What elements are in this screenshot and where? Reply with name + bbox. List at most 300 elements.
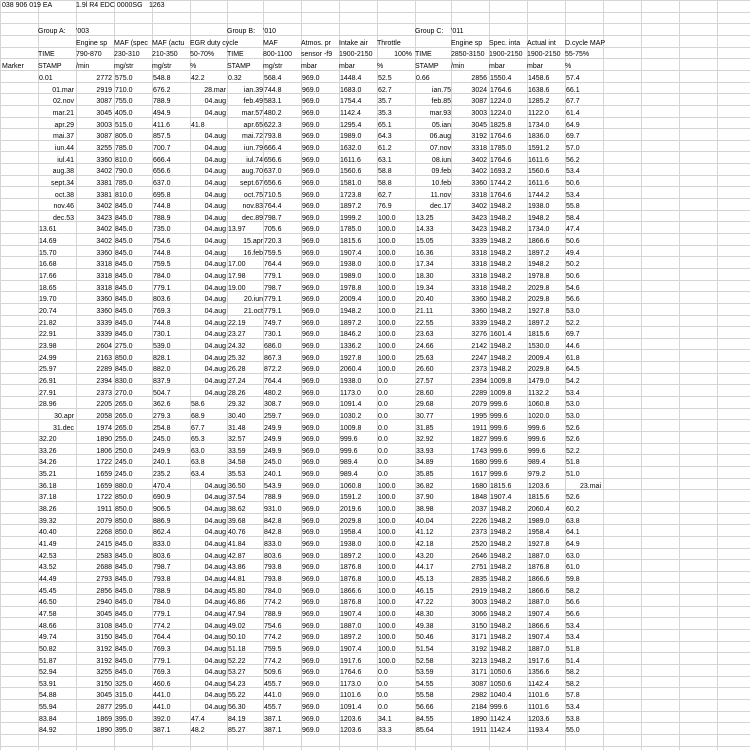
table-cell[interactable]: 21.82	[39, 320, 57, 327]
table-cell[interactable]: 1722	[96, 459, 112, 466]
table-cell[interactable]: 3402	[471, 168, 487, 175]
table-cell[interactable]: 2079	[471, 401, 487, 408]
table-cell[interactable]: 25.63	[416, 355, 434, 362]
table-cell[interactable]: 58.4	[566, 215, 580, 222]
table-cell[interactable]: 69.7	[566, 331, 580, 338]
table-cell[interactable]: 0.0	[378, 681, 388, 688]
table-cell[interactable]: 0.66	[416, 75, 430, 82]
table-cell[interactable]: 240.1	[264, 471, 282, 478]
table-cell[interactable]: 38.98	[416, 506, 434, 513]
table-cell[interactable]: 1911	[471, 727, 487, 734]
table-cell[interactable]: 695.8	[153, 192, 171, 199]
table-cell[interactable]: 04.aug	[204, 506, 226, 513]
table-cell[interactable]: 785.0	[115, 145, 133, 152]
table-cell[interactable]: 969.0	[302, 401, 320, 408]
table-cell[interactable]: 845.0	[115, 658, 133, 665]
table-cell[interactable]: 455.7	[264, 681, 282, 688]
table-cell[interactable]: 1142.4	[340, 110, 361, 117]
table-cell[interactable]: feb.85	[431, 98, 451, 105]
table-cell[interactable]: 1743	[471, 448, 487, 455]
table-cell[interactable]: 845.0	[115, 646, 133, 653]
table-cell[interactable]: 1744.2	[490, 180, 512, 187]
table-cell[interactable]: 1101.6	[340, 692, 361, 699]
table-cell[interactable]: 52.6	[566, 436, 580, 443]
table-cell[interactable]: 1785.0	[340, 226, 362, 233]
table-cell[interactable]: 42.87	[228, 553, 246, 560]
table-cell[interactable]: 43.20	[416, 553, 434, 560]
table-cell[interactable]: 906.5	[153, 506, 171, 513]
table-cell[interactable]: 1948.2	[490, 658, 512, 665]
table-cell[interactable]: 100.0	[378, 506, 396, 513]
table-cell[interactable]: 1617	[471, 471, 487, 478]
table-cell[interactable]: 2877	[96, 704, 112, 711]
table-cell[interactable]: 04.aug	[204, 366, 226, 373]
table-cell[interactable]: 862.4	[153, 529, 171, 536]
table-cell[interactable]: 3318	[471, 273, 487, 280]
table-cell[interactable]: 32.20	[39, 436, 57, 443]
table-cell[interactable]: 1948.2	[490, 261, 512, 268]
table-cell[interactable]: 100.0	[378, 576, 396, 583]
table-cell[interactable]: 1601.4	[490, 331, 512, 338]
table-cell[interactable]: 04.aug	[204, 133, 226, 140]
table-cell[interactable]: 1744.2	[528, 192, 550, 199]
table-cell[interactable]: 850.0	[115, 506, 133, 513]
table-cell[interactable]: 1948.2	[490, 588, 512, 595]
table-cell[interactable]: 1142.4	[490, 716, 511, 723]
table-cell[interactable]: 790.0	[115, 168, 133, 175]
table-cell[interactable]: 47.4	[566, 226, 580, 233]
table-cell[interactable]: 1948.2	[490, 320, 512, 327]
table-cell[interactable]: 44.81	[228, 576, 246, 583]
table-cell[interactable]: 764.4	[153, 634, 171, 641]
table-cell[interactable]: 515.0	[115, 122, 133, 129]
table-cell[interactable]: 36.82	[416, 483, 434, 490]
table-cell[interactable]: 2019.6	[340, 506, 362, 513]
table-cell[interactable]: 872.2	[264, 366, 282, 373]
table-cell[interactable]: 62.7	[378, 192, 392, 199]
table-cell[interactable]: 504.7	[153, 390, 171, 397]
table-cell[interactable]: 969.0	[302, 110, 320, 117]
table-cell[interactable]: 3003	[96, 122, 112, 129]
group-a-id[interactable]: '003	[76, 28, 90, 35]
table-cell[interactable]: 52.94	[39, 669, 57, 676]
table-cell[interactable]: 100.0	[378, 553, 396, 560]
table-cell[interactable]: 1927.8	[340, 355, 362, 362]
table-cell[interactable]: 845.0	[115, 576, 133, 583]
table-cell[interactable]: ian.75	[431, 87, 451, 94]
table-cell[interactable]: 622.3	[264, 122, 282, 129]
table-cell[interactable]: 969.0	[302, 331, 320, 338]
table-cell[interactable]: 1938.0	[340, 378, 362, 385]
table-cell[interactable]: 100.0	[378, 646, 396, 653]
table-cell[interactable]: oct.75	[243, 192, 263, 199]
table-cell[interactable]: 845.0	[115, 261, 133, 268]
table-cell[interactable]: 19.34	[416, 285, 434, 292]
table-cell[interactable]: 04.aug	[204, 180, 226, 187]
table-cell[interactable]: 676.2	[153, 87, 171, 94]
table-cell[interactable]: 85.64	[416, 727, 434, 734]
table-cell[interactable]: 1897.2	[340, 320, 362, 327]
table-cell[interactable]: 3318	[471, 285, 487, 292]
table-cell[interactable]: 100.0	[378, 215, 396, 222]
table-cell[interactable]: 3192	[96, 658, 112, 665]
table-cell[interactable]: 2688	[96, 564, 112, 571]
table-cell[interactable]: 07.nov	[429, 145, 451, 152]
table-cell[interactable]: 25.97	[39, 366, 57, 373]
table-cell[interactable]: 543.9	[264, 483, 282, 490]
table-cell[interactable]: 969.0	[302, 704, 320, 711]
table-cell[interactable]: 1764.6	[490, 192, 512, 199]
table-cell[interactable]: 62.7	[378, 87, 392, 94]
table-cell[interactable]: 265.0	[115, 413, 133, 420]
table-cell[interactable]: 754.6	[264, 623, 282, 630]
table-cell[interactable]: 754.6	[153, 238, 171, 245]
table-cell[interactable]: 30.77	[416, 413, 434, 420]
table-cell[interactable]: 793.8	[264, 133, 282, 140]
table-cell[interactable]: 52.2	[566, 320, 580, 327]
table-cell[interactable]: 828.1	[153, 355, 171, 362]
table-cell[interactable]: iun.79	[243, 145, 263, 152]
table-cell[interactable]: 50.6	[566, 238, 580, 245]
table-cell[interactable]: 1948.2	[528, 215, 550, 222]
table-cell[interactable]: 29.68	[416, 401, 434, 408]
table-cell[interactable]: 999.6	[490, 448, 508, 455]
table-cell[interactable]: 850.0	[115, 494, 133, 501]
group-c-col3-unit[interactable]: mbar	[527, 63, 543, 70]
table-cell[interactable]: aug.38	[52, 168, 74, 175]
table-cell[interactable]: 1764.6	[490, 157, 512, 164]
group-a-col3-range[interactable]: 210-350	[152, 51, 178, 58]
table-cell[interactable]: 43.52	[39, 564, 57, 571]
table-cell[interactable]: 999.6	[528, 448, 546, 455]
table-cell[interactable]: 3213	[471, 658, 487, 665]
table-cell[interactable]: 56.2	[566, 157, 580, 164]
table-cell[interactable]: 36.18	[39, 483, 57, 490]
table-cell[interactable]: 989.4	[340, 459, 358, 466]
table-cell[interactable]: 845.0	[115, 320, 133, 327]
table-cell[interactable]: 845.0	[115, 553, 133, 560]
table-cell[interactable]: 2029.8	[528, 296, 550, 303]
table-cell[interactable]: 1876.8	[528, 564, 550, 571]
table-cell[interactable]: 04.aug	[204, 320, 226, 327]
table-cell[interactable]: 31.85	[416, 425, 434, 432]
table-cell[interactable]: 53.91	[39, 681, 57, 688]
table-cell[interactable]: 2142	[471, 343, 487, 350]
time-header-b[interactable]: TIME	[227, 51, 244, 58]
table-cell[interactable]: 969.0	[302, 658, 320, 665]
group-c-col2-header[interactable]: Spec. inta	[489, 40, 521, 47]
table-cell[interactable]: 50.82	[39, 646, 57, 653]
table-cell[interactable]: 308.7	[264, 401, 282, 408]
table-cell[interactable]: 999.6	[490, 471, 508, 478]
table-cell[interactable]: 1132.2	[528, 390, 549, 397]
group-b-col2-unit[interactable]: mbar	[301, 63, 317, 70]
table-cell[interactable]: 49.38	[416, 623, 434, 630]
table-cell[interactable]: 40.04	[416, 518, 434, 525]
table-cell[interactable]: 61.2	[378, 145, 392, 152]
table-cell[interactable]: 55.8	[566, 203, 580, 210]
table-cell[interactable]: 1530.0	[528, 343, 550, 350]
table-cell[interactable]: 999.6	[490, 436, 508, 443]
table-cell[interactable]: 39.32	[39, 518, 57, 525]
table-cell[interactable]: 04.aug	[204, 564, 226, 571]
table-cell[interactable]: 55.94	[39, 704, 57, 711]
table-cell[interactable]: 1866.6	[528, 623, 550, 630]
table-cell[interactable]: 710.5	[264, 192, 282, 199]
group-a-col3-header[interactable]: MAF (actu	[152, 40, 185, 47]
table-cell[interactable]: 759.5	[264, 250, 282, 257]
table-cell[interactable]: 100.0	[378, 261, 396, 268]
table-cell[interactable]: 84.92	[39, 727, 57, 734]
table-cell[interactable]: 04.aug	[204, 378, 226, 385]
table-cell[interactable]: 61.8	[566, 355, 580, 362]
table-cell[interactable]: 1479.0	[528, 378, 550, 385]
table-cell[interactable]: 100.0	[378, 658, 396, 665]
table-cell[interactable]: 867.3	[264, 355, 282, 362]
table-cell[interactable]: 30.40	[228, 413, 246, 420]
table-cell[interactable]: 27.91	[39, 390, 57, 397]
table-cell[interactable]: 494.9	[153, 110, 171, 117]
table-cell[interactable]: 27.57	[416, 378, 434, 385]
table-cell[interactable]: 979.2	[528, 471, 546, 478]
table-cell[interactable]: 1611.6	[340, 157, 361, 164]
table-cell[interactable]: 249.9	[264, 436, 282, 443]
table-cell[interactable]: 850.0	[115, 529, 133, 536]
table-cell[interactable]: 0.0	[378, 401, 388, 408]
table-cell[interactable]: 3423	[471, 226, 487, 233]
table-cell[interactable]: 1989.0	[340, 273, 362, 280]
table-cell[interactable]: 2646	[471, 553, 487, 560]
table-cell[interactable]: 50.6	[566, 180, 580, 187]
table-cell[interactable]: 04.aug	[204, 343, 226, 350]
table-cell[interactable]: 04.aug	[204, 611, 226, 618]
table-cell[interactable]: 1550.4	[490, 75, 512, 82]
table-cell[interactable]: 55.58	[416, 692, 434, 699]
table-cell[interactable]: 16.feb	[243, 250, 263, 257]
table-cell[interactable]: 1825.8	[490, 122, 512, 129]
table-cell[interactable]: 1927.8	[528, 541, 550, 548]
table-cell[interactable]: 1060.8	[528, 401, 550, 408]
table-cell[interactable]: 0.0	[378, 425, 388, 432]
table-cell[interactable]: 833.0	[153, 541, 171, 548]
table-cell[interactable]: 31.48	[228, 425, 246, 432]
table-cell[interactable]: 35.53	[228, 471, 246, 478]
table-cell[interactable]: 1897.2	[340, 634, 362, 641]
table-cell[interactable]: 1890	[96, 727, 112, 734]
table-cell[interactable]: 3045	[96, 110, 112, 117]
table-cell[interactable]: 1948.2	[490, 308, 512, 315]
table-cell[interactable]: 09.feb	[431, 168, 451, 175]
table-cell[interactable]: 1848	[471, 494, 487, 501]
table-cell[interactable]: 744.8	[153, 203, 171, 210]
table-cell[interactable]: 1948.2	[490, 355, 512, 362]
table-cell[interactable]: 24.66	[416, 343, 434, 350]
table-cell[interactable]: 254.8	[153, 425, 171, 432]
table-cell[interactable]: 04.aug	[204, 296, 226, 303]
table-cell[interactable]: 1764.6	[490, 87, 512, 94]
table-cell[interactable]: 295.0	[115, 704, 133, 711]
table-cell[interactable]: 04.aug	[204, 634, 226, 641]
table-cell[interactable]: 04.aug	[204, 273, 226, 280]
group-a-col4-header[interactable]: EGR duty cycle	[190, 40, 239, 47]
table-cell[interactable]: 3066	[471, 611, 487, 618]
table-cell[interactable]: 1693.2	[490, 168, 512, 175]
table-cell[interactable]: 41.84	[228, 541, 246, 548]
table-cell[interactable]: 3255	[96, 145, 112, 152]
table-cell[interactable]: 1173.0	[340, 681, 361, 688]
table-cell[interactable]: 2058	[96, 413, 112, 420]
table-cell[interactable]: 04.aug	[204, 226, 226, 233]
table-cell[interactable]: 3360	[471, 180, 487, 187]
table-cell[interactable]: 1948.2	[490, 296, 512, 303]
table-cell[interactable]: 58.8	[378, 168, 392, 175]
table-cell[interactable]: 24.32	[228, 343, 246, 350]
table-cell[interactable]: 28.96	[39, 401, 57, 408]
table-cell[interactable]: 37.54	[228, 494, 246, 501]
table-cell[interactable]: 1876.8	[340, 599, 362, 606]
table-cell[interactable]: 969.0	[302, 564, 320, 571]
table-cell[interactable]: 1203.6	[528, 716, 550, 723]
table-cell[interactable]: 61.4	[566, 110, 580, 117]
table-cell[interactable]: 100.0	[378, 320, 396, 327]
group-b-col2-range[interactable]: sensor -f9	[301, 51, 333, 58]
table-cell[interactable]: 575.0	[115, 75, 133, 82]
table-cell[interactable]: 53.4	[566, 192, 580, 199]
table-cell[interactable]: 656.6	[264, 180, 282, 187]
table-cell[interactable]: 05.ian	[431, 122, 451, 129]
table-cell[interactable]: 67.7	[566, 98, 580, 105]
stamp-header-a[interactable]: STAMP	[38, 63, 62, 70]
table-cell[interactable]: 15.70	[39, 250, 57, 257]
table-cell[interactable]: 1948.2	[490, 553, 512, 560]
table-cell[interactable]: 1887.0	[528, 646, 550, 653]
table-cell[interactable]: 26.60	[416, 366, 434, 373]
table-cell[interactable]: 845.0	[115, 623, 133, 630]
table-cell[interactable]: 1948.2	[490, 285, 512, 292]
table-cell[interactable]: 1866.6	[340, 588, 362, 595]
table-cell[interactable]: 735.0	[153, 226, 171, 233]
table-cell[interactable]: 28.60	[416, 390, 434, 397]
table-cell[interactable]: 64.5	[566, 366, 580, 373]
table-cell[interactable]: 54.55	[416, 681, 434, 688]
table-cell[interactable]: ian.39	[243, 87, 263, 94]
table-cell[interactable]: 969.0	[302, 646, 320, 653]
table-cell[interactable]: 245.0	[115, 459, 133, 466]
table-cell[interactable]: 2940	[96, 599, 112, 606]
table-cell[interactable]: 1938.0	[340, 261, 362, 268]
table-cell[interactable]: 730.1	[153, 331, 171, 338]
table-cell[interactable]: 63.0	[191, 448, 205, 455]
table-cell[interactable]: 18.65	[39, 285, 57, 292]
table-cell[interactable]: 04.aug	[204, 390, 226, 397]
table-cell[interactable]: 969.0	[302, 541, 320, 548]
table-cell[interactable]: 325.0	[115, 681, 133, 688]
table-cell[interactable]: 3087	[96, 133, 112, 140]
table-cell[interactable]: dec.89	[241, 215, 263, 222]
group-a-col1-header[interactable]: Engine sp	[76, 40, 108, 47]
part-number-cell[interactable]: 038 906 019 EA	[2, 2, 53, 9]
table-cell[interactable]: 16.36	[416, 250, 434, 257]
table-cell[interactable]: 30.apr	[54, 413, 74, 420]
table-cell[interactable]: 969.0	[302, 192, 320, 199]
table-cell[interactable]: 3360	[96, 157, 112, 164]
table-cell[interactable]: 793.8	[264, 576, 282, 583]
group-a-col2-unit[interactable]: mg/str	[114, 63, 134, 70]
table-cell[interactable]: 710.0	[115, 87, 133, 94]
table-cell[interactable]: 44.17	[416, 564, 434, 571]
time-header-c[interactable]: TIME	[415, 51, 432, 58]
table-cell[interactable]: 931.0	[264, 506, 282, 513]
table-cell[interactable]: 1734.0	[528, 226, 550, 233]
table-cell[interactable]: 1591.2	[340, 494, 362, 501]
table-cell[interactable]: 969.0	[302, 459, 320, 466]
table-cell[interactable]: 1907.4	[528, 611, 550, 618]
group-c-col1-range[interactable]: 2850-3150	[451, 51, 485, 58]
table-cell[interactable]: 3423	[471, 215, 487, 222]
table-cell[interactable]: 3402	[471, 157, 487, 164]
table-cell[interactable]: 19.70	[39, 296, 57, 303]
table-cell[interactable]: 845.0	[115, 238, 133, 245]
table-cell[interactable]: 66.1	[566, 87, 580, 94]
table-cell[interactable]: mai.37	[52, 133, 74, 140]
table-cell[interactable]: 31.dec	[52, 425, 74, 432]
table-cell[interactable]: 1846.2	[340, 331, 362, 338]
table-cell[interactable]: 37.90	[416, 494, 434, 501]
table-cell[interactable]: 2919	[471, 588, 487, 595]
table-cell[interactable]: 969.0	[302, 506, 320, 513]
table-cell[interactable]: 989.4	[340, 471, 358, 478]
table-cell[interactable]: 1020.0	[528, 413, 550, 420]
table-cell[interactable]: 3192	[471, 133, 487, 140]
table-cell[interactable]: 100.0	[378, 308, 396, 315]
table-cell[interactable]: 25.32	[228, 355, 246, 362]
table-cell[interactable]: 1890	[471, 716, 487, 723]
table-cell[interactable]: 249.9	[264, 425, 282, 432]
table-cell[interactable]: sept.34	[51, 180, 74, 187]
table-cell[interactable]: 1009.8	[490, 390, 512, 397]
table-cell[interactable]: 1009.8	[340, 425, 362, 432]
table-cell[interactable]: 50.6	[566, 273, 580, 280]
table-cell[interactable]: 23.mai	[579, 483, 601, 490]
table-cell[interactable]: 35.85	[416, 471, 434, 478]
table-cell[interactable]: 04.aug	[204, 588, 226, 595]
table-cell[interactable]: 999.6	[528, 436, 546, 443]
table-cell[interactable]: 1659	[96, 483, 112, 490]
table-cell[interactable]: 22.55	[416, 320, 434, 327]
table-cell[interactable]: 1295.4	[340, 122, 362, 129]
table-cell[interactable]: 04.aug	[204, 261, 226, 268]
table-cell[interactable]: 04.aug	[204, 483, 226, 490]
table-cell[interactable]: 1815.6	[528, 331, 550, 338]
table-cell[interactable]: 1948.2	[490, 366, 512, 373]
table-cell[interactable]: 04.aug	[204, 157, 226, 164]
table-cell[interactable]: 53.4	[566, 634, 580, 641]
table-cell[interactable]: 1948.2	[490, 623, 512, 630]
table-cell[interactable]: 798.7	[264, 215, 282, 222]
table-cell[interactable]: 1142.4	[528, 681, 549, 688]
table-cell[interactable]: 2919	[96, 87, 112, 94]
table-cell[interactable]: 1907.4	[528, 634, 550, 641]
table-cell[interactable]: 744.8	[264, 87, 282, 94]
table-cell[interactable]: 362.6	[153, 401, 171, 408]
table-cell[interactable]: 100.0	[378, 355, 396, 362]
table-cell[interactable]: 17.34	[416, 261, 434, 268]
table-cell[interactable]: 969.0	[302, 285, 320, 292]
table-cell[interactable]: 774.2	[264, 599, 282, 606]
table-cell[interactable]: 999.6	[340, 436, 358, 443]
table-cell[interactable]: 51.87	[39, 658, 57, 665]
table-cell[interactable]: 53.4	[566, 704, 580, 711]
